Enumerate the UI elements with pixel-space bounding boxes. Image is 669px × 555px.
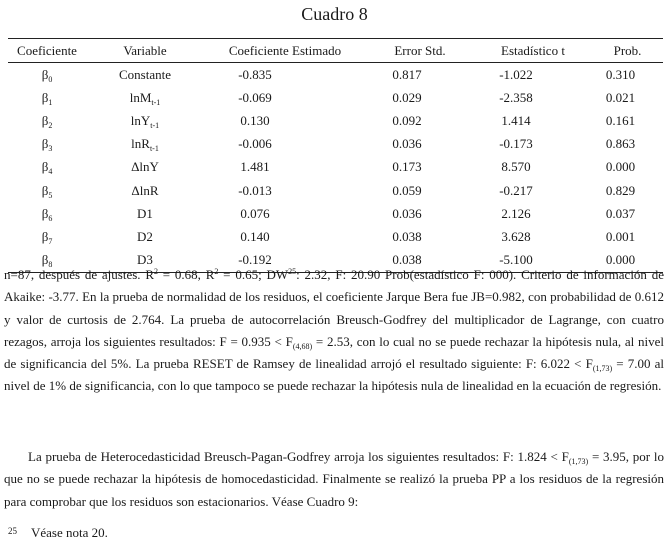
coefficient-index: 7 — [48, 236, 53, 246]
variable-label: Constante — [119, 66, 171, 82]
std-error-cell: 0.036 — [392, 205, 422, 221]
table-row — [8, 133, 663, 156]
table-row — [8, 225, 663, 248]
variable-label: D3 — [137, 252, 153, 268]
footnote-ref: 25 — [288, 267, 297, 276]
std-error-cell: 0.817 — [392, 66, 422, 82]
table-row — [8, 202, 663, 225]
beta: β — [41, 136, 49, 152]
column-header-t-stat: Estadístico t — [474, 39, 592, 63]
prob-cell: 0.829 — [605, 182, 636, 198]
estimate-cell: -0.192 — [204, 249, 366, 273]
estimate-cell: -0.013 — [238, 182, 272, 198]
prob-cell: 0.000 — [605, 159, 636, 175]
coefficient-symbol — [8, 225, 86, 248]
table-row — [8, 86, 663, 109]
text-run: = 2.53, con lo cual no se puede rechazar la hipótesis nula, al nivel de significancia del 5%. La prueba RESET de Ramsey de linealidad arrojó el resultado siguiente: F: 6.022 < F — [4, 333, 665, 372]
footnote-number: 25 — [8, 526, 17, 536]
variable-name — [86, 156, 204, 179]
column-header-estimate: Coeficiente Estimado — [204, 39, 366, 63]
variable-label: ΔlnY — [131, 159, 159, 175]
t-stat-cell: 8.570 — [501, 159, 531, 175]
t-stat-cell: -1.022 — [499, 66, 533, 82]
variable-name — [86, 225, 204, 248]
variable-name — [86, 109, 204, 132]
coefficient-symbol — [8, 133, 86, 156]
column-header-std-error: Error Std. — [366, 39, 474, 63]
variable-name — [86, 63, 204, 87]
beta: β — [41, 205, 49, 221]
estimate-cell: -0.069 — [238, 89, 272, 105]
coefficient-index: 4 — [48, 167, 53, 177]
table-row — [8, 109, 663, 132]
std-error-cell: 0.059 — [392, 182, 422, 198]
column-header-variable: Variable — [86, 39, 204, 63]
beta: β — [41, 252, 49, 268]
coefficient-symbol — [8, 179, 86, 202]
coefficient-index: 2 — [48, 120, 53, 130]
variable-label: D2 — [137, 228, 153, 244]
coefficient-symbol — [8, 63, 86, 87]
t-stat-cell: -0.173 — [499, 136, 533, 152]
variable-name — [86, 133, 204, 156]
coefficient-index: 6 — [48, 213, 53, 223]
text-run: n=87, después de ajustes. R — [4, 267, 154, 282]
coefficient-symbol — [8, 156, 86, 179]
prob-cell: 0.310 — [605, 66, 636, 82]
std-error-cell: 0.036 — [392, 136, 422, 152]
superscript: 2 — [154, 267, 158, 276]
estimate-cell: 0.140 — [240, 228, 270, 244]
prob-cell: 0.000 — [592, 249, 663, 273]
footnote — [8, 525, 108, 541]
variable-name — [86, 202, 204, 225]
prob-cell: 0.001 — [605, 228, 636, 244]
coefficient-index: 1 — [48, 97, 53, 107]
column-header-prob: Prob. — [592, 39, 663, 63]
results-paragraph — [4, 264, 664, 398]
beta: β — [41, 66, 49, 82]
text-run: : 2.32, F: 20.90 Prob(estadístico F: 000). Criterio de información de Akaike: -3.77. En la prueba de normalidad de los residuos, el coeficiente Jarque Bera fue JB=0.982, con probabilidad de 0.612 y valor de curtosis de 2.764. La prueba de autocorrelación Breusch-Godfrey del multiplicador de Lagrange, con cuatro rezagos, arroja los siguientes resultados: F = 0.935 < F — [4, 267, 664, 349]
beta: β — [41, 182, 49, 198]
regression-table — [8, 38, 663, 273]
heteroscedasticity-paragraph — [4, 446, 664, 513]
variable-label: lnM — [129, 89, 152, 105]
coefficient-index: 5 — [48, 190, 53, 200]
variable-label: lnR — [131, 136, 150, 152]
beta: β — [41, 159, 49, 175]
prob-cell: 0.021 — [605, 89, 636, 105]
coefficient-symbol — [8, 109, 86, 132]
estimate-cell: 0.076 — [240, 205, 270, 221]
subscript: (4,68) — [292, 341, 313, 351]
table-row — [8, 156, 663, 179]
prob-cell: 0.863 — [605, 136, 636, 152]
std-error-cell: 0.173 — [392, 159, 422, 175]
std-error-cell: 0.038 — [392, 228, 422, 244]
estimate-cell: 1.481 — [240, 159, 270, 175]
footnote-text: Véase nota 20. — [31, 525, 108, 540]
superscript: 2 — [214, 267, 219, 276]
t-stat-cell: 2.126 — [501, 205, 531, 221]
coefficient-index: 3 — [48, 144, 53, 154]
prob-cell: 0.161 — [605, 112, 636, 128]
coefficient-symbol — [8, 86, 86, 109]
t-stat-cell: -2.358 — [499, 89, 533, 105]
beta: β — [41, 89, 49, 105]
column-header-coeficiente: Coeficiente — [8, 39, 86, 63]
text-run: = 0.68, R — [158, 267, 215, 282]
variable-name — [86, 179, 204, 202]
variable-label: lnY — [130, 112, 151, 128]
table-body — [8, 63, 663, 273]
prob-cell: 0.037 — [605, 205, 636, 221]
text-run: = 7.00 al nivel de 1% de significancia, con lo que tampoco se puede rechazar la hipótesis nula de linealidad en la ecuación de regresión. — [4, 356, 664, 394]
coefficient-index: 8 — [48, 260, 53, 270]
variable-lag: t-1 — [151, 97, 161, 107]
beta: β — [41, 112, 49, 128]
variable-label: ΔlnR — [131, 182, 159, 198]
variable-label: D1 — [137, 205, 153, 221]
estimate-cell: -0.006 — [238, 136, 272, 152]
variable-name — [86, 86, 204, 109]
text-run: = 0.65; DW — [218, 267, 289, 282]
estimate-cell: 0.130 — [240, 112, 270, 128]
coefficient-symbol — [8, 202, 86, 225]
beta: β — [41, 228, 49, 244]
text-run: La prueba de Heterocedasticidad Breusch-Pagan-Godfrey arroja los siguientes resultados: F: 1.824 < F — [28, 449, 569, 464]
page-title: Cuadro 8 — [301, 4, 368, 24]
coefficient-index: 0 — [48, 74, 53, 84]
subscript: (1,73) — [592, 364, 613, 374]
std-error-cell: 0.038 — [366, 249, 474, 273]
subscript: (1,73) — [568, 457, 589, 466]
std-error-cell: 0.092 — [392, 112, 422, 128]
variable-lag: t-1 — [150, 120, 160, 130]
t-stat-cell: 3.628 — [501, 228, 531, 244]
t-stat-cell: -5.100 — [474, 249, 592, 273]
t-stat-cell: 1.414 — [501, 112, 531, 128]
table-header-row — [8, 39, 663, 63]
table-row — [8, 179, 663, 202]
estimate-cell: -0.835 — [238, 66, 272, 82]
variable-lag: t-1 — [149, 144, 159, 154]
text-run: = 3.95, por lo que no se puede rechazar la hipótesis de homocedasticidad. Finalmente se realizó la prueba PP a los residuos de la regresión para comprobar que los residuos son estacionarios. Véase Cuadro 9: — [4, 449, 664, 509]
table-row — [8, 63, 663, 87]
t-stat-cell: -0.217 — [499, 182, 533, 198]
std-error-cell: 0.029 — [392, 89, 422, 105]
